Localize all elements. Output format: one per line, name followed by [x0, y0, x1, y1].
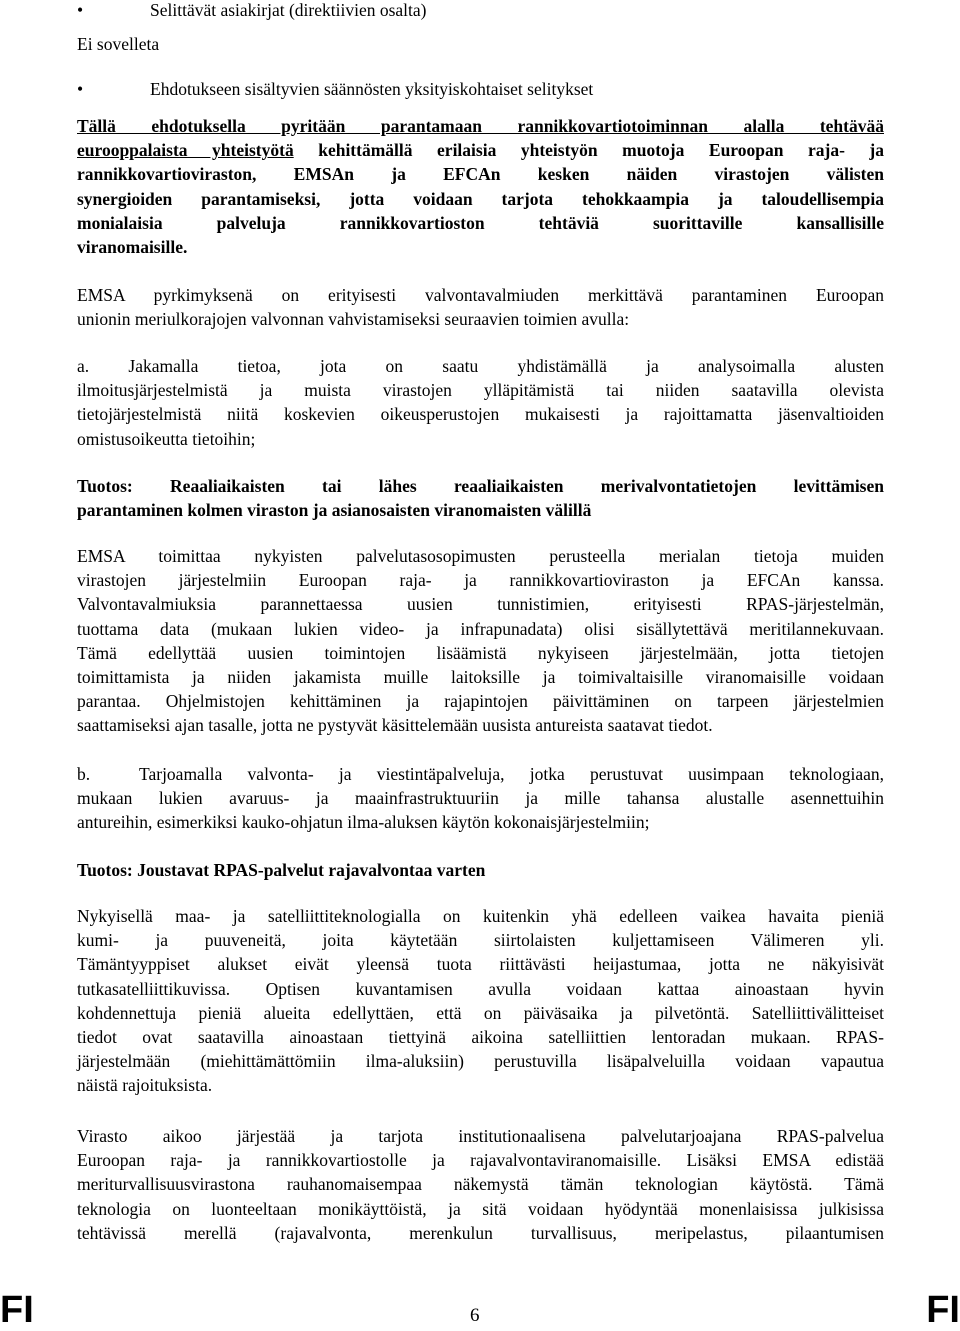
emsa-aim-paragraph: EMSA pyrkimyksenä on erityisesti valvontavalmiuden merkittävä parantaminen Euroopan unionin meriulkorajojen valvonnan vahvistamiseksi seuraavien toimien avulla: [77, 285, 884, 330]
emsa-provides-paragraph: EMSA toimittaa nykyisten palvelutasosopimusten perusteella merialan tietoja muiden virastojen järjestelmiin Euroopan raja- ja rannikkovartioviraston ja EFCAn kanssa. Valvontavalmiuksia parannettaessa uusien tunnistimien, erityisesti RPAS-järjestelmän, tuottama data (mukaan lukien video- ja infrapunadata) olisi sisällytettävä meritilannekuvaan. Tämä edellyttää uusien toimintojen lisäämistä nykyiseen järjestelmään, jotta tietojen toimittamista ja niiden jakamista muille laitoksille ja toimivaltaisille viranomaisille voidaan parantaa. Ohjelmistojen kehittäminen ja rajapintojen päivittäminen on tarpeen järjestelmien saattamiseksi ajan tasalle, jotta ne pystyvät käsittelemään uusista antureista saatavat tiedot. [77, 546, 884, 736]
current-technology-paragraph: Nykyisellä maa- ja satelliittiteknologialla on kuitenkin yhä edelleen vaikea havaita pieniä kumi- ja puuveneitä, joita käytetään siirtolaisten kuljettamiseen Välimeren yli. Tämäntyyppiset alukset eivät yleensä tuota riittävästi heijastumaa, jotta ne näkyisivät tutkasatelliittikuvissa. Optisen kuvantamisen avulla voidaan kattaa ainoastaan hyvin kohdennettuja pieniä alueita edellyttäen, että on päiväsaika ja pilvetöntä. Satelliittivälitteiset tiedot ovat saatavilla ainoastaan tiettyinä aikoina satelliittien lentoradan mukaan. RPAS- järjestelmään (miehittämättömiin ilma-aluksiin) perustuvilla lisäpalveluilla voidaan vapautua näistä rajoituksista. [77, 906, 884, 1096]
agency-plans-paragraph: Virasto aikoo järjestää ja tarjota institutionaalisena palvelutarjoajana RPAS-palvelua Euroopan raja- ja rannikkovartiostolle ja rajavalvontaviranomaisille. Lisäksi EMSA edistää meriturvallisuusvirastona rauhanomaisempaa näkemystä tämän teknologian käytöstä. Tämä teknologia on luonteeltaan monikäyttöistä, ja sitä voidaan hyödyntää monenlaisissa julkisissa tehtävissä merellä (rajavalvonta, merenkulun turvallisuus, meripelastus, pilaantumisen [77, 1126, 884, 1243]
not-applicable-text: Ei sovelleta [77, 34, 160, 54]
footer-language-right: FI [926, 1289, 960, 1331]
footer-language-left: FI [0, 1289, 34, 1331]
bullet-icon: • [77, 0, 84, 20]
bullet-icon: • [77, 79, 84, 99]
intro-paragraph: Tällä ehdotuksella pyritään parantamaan rannikkovartiotoiminnan alalla tehtävää eurooppalaista yhteistyötä kehittämällä erilaisia yhteistyön muotoja Euroopan raja- ja rannikkovartioviraston, EMSAn ja EFCAn kesken näiden virastojen välisten synergioiden parantamiseksi, jotta voidaan tarjota tehokkaampia ja taloudellisempia monialaisia palveluja rannikkovartioston tehtäviä suorittaville kansallisille viranomaisille. [77, 116, 884, 258]
section-heading: Ehdotukseen sisältyvien säännösten yksityiskohtaiset selitykset [150, 79, 594, 99]
output-heading-1: Tuotos: Reaaliaikaisten tai lähes reaaliaikaisten merivalvontatietojen levittämisen parantaminen kolmen viraston ja asianosaisten viranomaisten välillä [77, 476, 884, 521]
item-a-paragraph: a. Jakamalla tietoa, jota on saatu yhdistämällä ja analysoimalla alusten ilmoitusjärjestelmistä ja muista virastojen ylläpitämistä tai niiden saatavilla olevista tietojärjestelmistä niitä koskevien oikeusperustojen mukaisesti ja rajoittamatta jäsenvaltioiden omistusoikeutta tietoihin; [77, 356, 884, 449]
page-number: 6 [470, 1305, 480, 1326]
item-b-paragraph: b. Tarjoamalla valvonta- ja viestintäpalveluja, jotka perustuvat uusimpaan teknologiaan, mukaan lukien avaruus- ja maainfrastruktuuriin ja mille tahansa alustalle asennettuihin antureihin, esimerkiksi kauko-ohjatun ilma-aluksen käytön kokonaisjärjestelmiin; [77, 764, 884, 833]
section-heading: Selittävät asiakirjat (direktiivien osalta) [150, 0, 427, 20]
item-b-label: b. [77, 764, 91, 784]
output-heading-2: Tuotos: Joustavat RPAS-palvelut rajavalvontaa varten [77, 860, 486, 880]
